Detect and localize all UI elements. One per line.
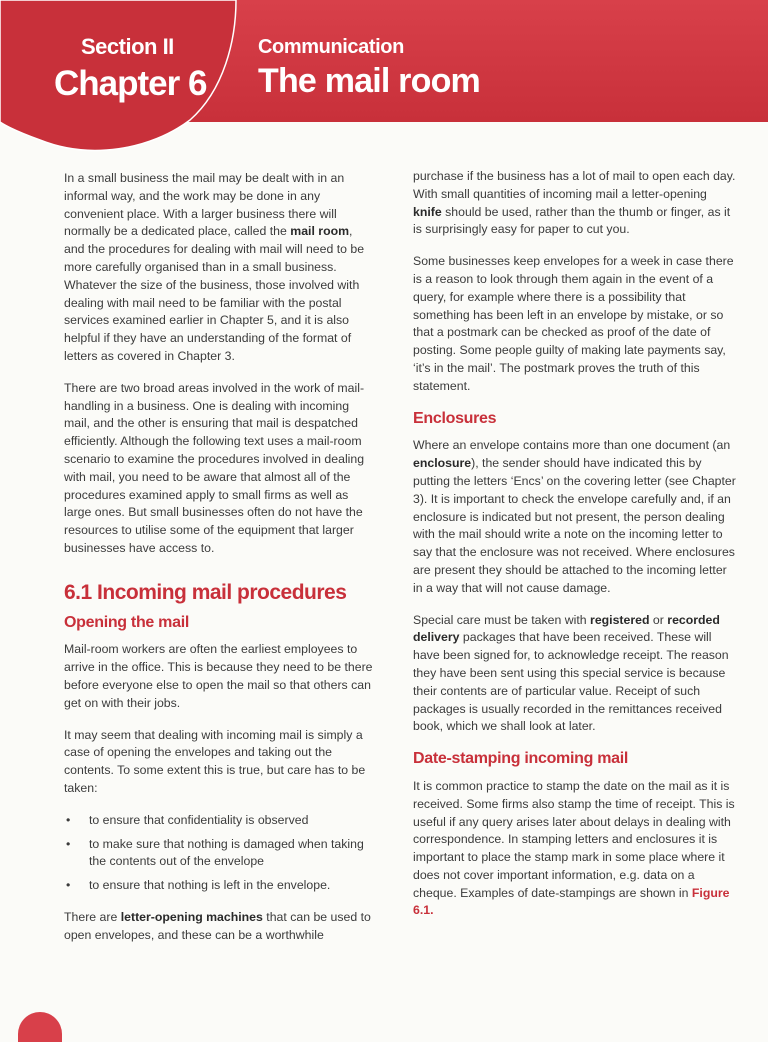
special-care-paragraph: Special care must be taken with registered or recorded delivery packages that have been received. These will have been signed for, to acknowledge receipt. The reason they have been sent using this special service is because their contents are of particular value. Receipt of such packages is usually recorded in the remittances received book, which we shall look at later. — [413, 612, 729, 734]
topic-label: Communication — [258, 36, 404, 58]
intro-paragraph-1: In a small business the mail may be dealt with in an informal way, and the work may be done in any convenient place. With a larger business there will normally be a dedicated place, called the mail room, and the procedures for dealing with mail will need to be more carefully organised than in a small business. Whatever the size of the business, those involved with dealing with mail need to be familiar with the postal services examined earlier in Chapter 5, and it is also helpful if they have an understanding of the format of letters as covered in Chapter 3. — [64, 171, 365, 363]
list-item: • to ensure that confidentiality is observed — [64, 812, 376, 830]
envelopes-paragraph: Some businesses keep envelopes for a week in case there is a reason to look through them again in the event of a query, for example where there is a possibility that something has been left in an envelope by mistake, or so that a postmark can be checked as proof of the date of posting. Some people guilty of making late payments say, ‘it’s in the mail’. The postmark proves the truth of this statement. — [413, 254, 734, 393]
subheading-date-stamping: Date-stamping incoming mail — [413, 750, 629, 768]
term-knife: knife — [413, 204, 442, 219]
opening-paragraph-2: It may seem that dealing with incoming mail is simply a case of opening the envelopes and taking out the contents. To some extent this is true, but care has to be taken: — [64, 727, 366, 795]
section-label: Section II — [81, 34, 174, 59]
term-recorded-delivery: recorded delivery — [413, 612, 720, 645]
section-heading: 6.1 Incoming mail procedures — [64, 580, 347, 604]
enclosures-paragraph: Where an envelope contains more than one document (an enclosure), the sender should have indicated this by putting the letters ‘Encs’ on the covering letter (see Chapter 3). It is important to check the envelope carefully and, if an enclosure is indicated but not present, the person dealing with the mail should write a note on the incoming letter to say that the enclosure was not received. Where enclosures are present they should be attached to the incoming letter in a way that will not cause damage. — [413, 438, 736, 595]
continued-paragraph: purchase if the business has a lot of mail to open each day. With small quantities of incoming mail a letter-opening knife should be used, rather than the thumb or finger, as it is surprisingly easy for paper to cut you. — [413, 169, 736, 237]
bullet-icon: • — [66, 812, 71, 827]
care-list — [64, 812, 376, 895]
list-item: • to ensure that nothing is left in the envelope. — [64, 877, 376, 895]
page-title: The mail room — [258, 62, 480, 100]
date-stamping-paragraph: It is common practice to stamp the date on the mail as it is received. Some firms also stamp the time of receipt. This is useful if any query arises later about delays in dealing with correspondence. In stamping letters and enclosures it is important to place the stamp mark in some place where it does not cover important information, e.g. data on a cheque. Examples of date-stampings are shown in Figure 6.1. — [413, 778, 735, 918]
intro-paragraph-2: There are two broad areas involved in the work of mail-handling in a business. One is dealing with incoming mail, and the other is ensuring that mail is despatched efficiently. Although the following text uses a mail-room scenario to examine the procedures involved in dealing with mail, you need to be aware that almost all of the procedures examined apply to small firms as well as large ones. But small businesses often do not have the resources to utilise some of the equipment that larger businesses have access to. — [64, 380, 365, 555]
term-registered: registered — [590, 612, 650, 627]
term-enclosure: enclosure — [413, 456, 472, 471]
page-number-tab — [18, 1012, 62, 1042]
machines-paragraph: There are letter-opening machines that can be used to open envelopes, and these can be a worthwhile — [64, 909, 371, 942]
bullet-icon: • — [66, 836, 71, 851]
subheading-opening-mail: Opening the mail — [64, 613, 189, 631]
opening-paragraph-1: Mail-room workers are often the earliest employees to arrive in the office. This is because they need to be there before everyone else to open the mail so that others can get on with their jobs. — [64, 642, 373, 710]
right-column — [413, 168, 737, 934]
bullet-icon: • — [66, 878, 71, 893]
chapter-label: Chapter 6 — [54, 64, 207, 103]
term-letter-opening-machines: letter-opening machines — [120, 909, 263, 924]
list-item: • to make sure that nothing is damaged when taking the contents out of the envelope — [66, 836, 364, 869]
subheading-enclosures: Enclosures — [413, 409, 497, 427]
left-column — [64, 170, 376, 958]
figure-reference-link[interactable]: Figure 6.1 — [413, 885, 730, 918]
term-mail-room: mail room — [290, 224, 350, 239]
